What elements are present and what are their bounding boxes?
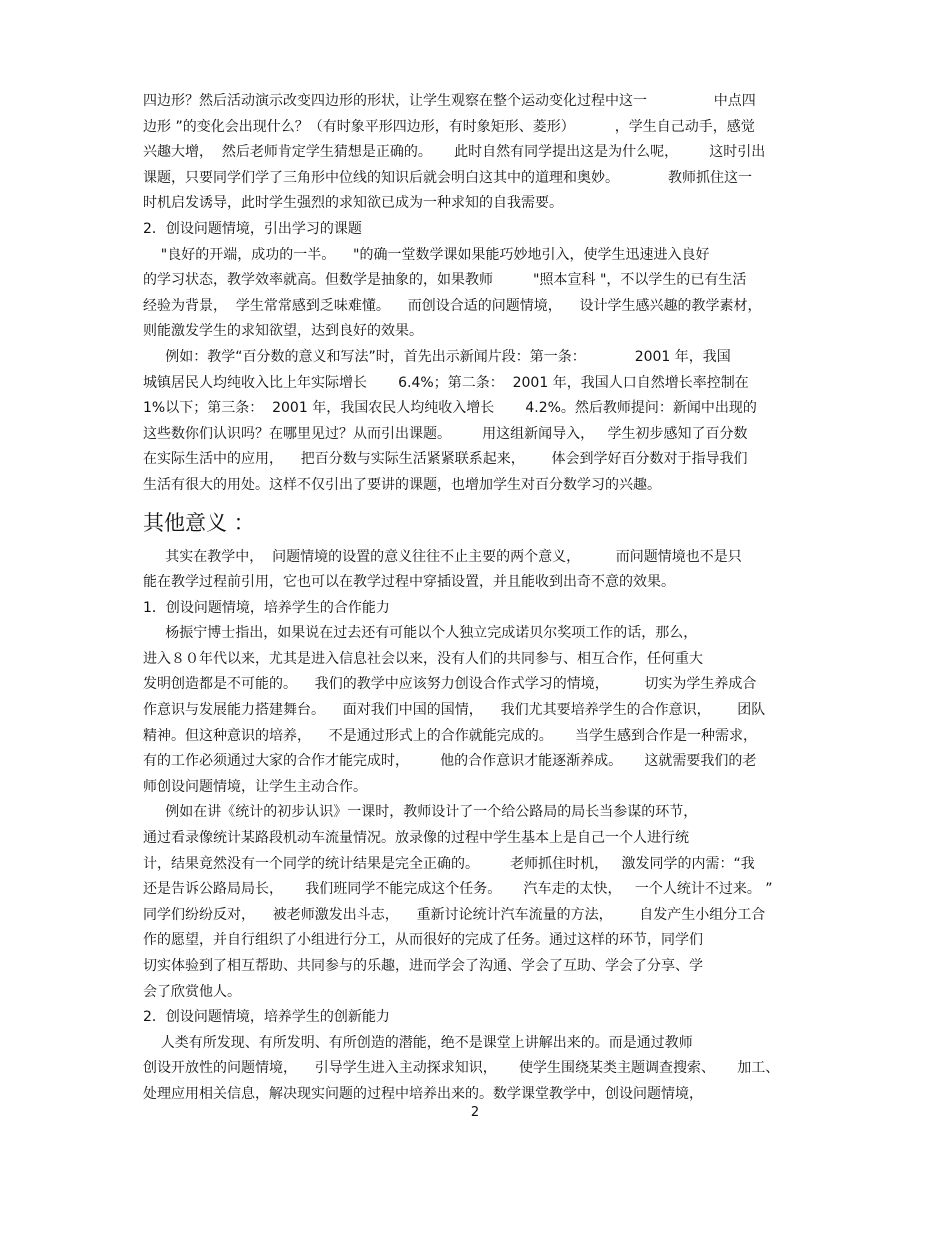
paragraph-block-intro [143, 89, 811, 217]
text-line: 会了欣赏他人。 [143, 983, 241, 1000]
text-line: 经验为背景， 学生常常感到乏味难懂。 而创设合适的问题情境， 设计学生感兴趣的教学素材， [143, 297, 762, 314]
text-line: 精神。但这种意识的培养， 不是通过形式上的合作就能完成的。 当学生感到合作是一种需求， [143, 727, 758, 744]
text-line: 边形 ”的变化会出现什么？（有时象平形四边形，有时象矩形、菱形） ，学生自己动手，感觉 [143, 118, 755, 135]
page-body [143, 89, 811, 1108]
text-line: 例如在讲《统计的初步认识》一课时，教师设计了一个给公路局的局长当参谋的环节， [143, 804, 698, 821]
text-line: 生活有很大的用处。这样不仅引出了要讲的课题，也增加学生对百分数学习的兴趣。 [143, 476, 661, 493]
text-line: 作意识与发展能力搭建舞台。 面对我们中国的国情， 我们尤其要培养学生的合作意识， 团队 [143, 702, 766, 719]
section-other-meanings [143, 545, 811, 1108]
text-line: 在实际生活中的应用， 把百分数与实际生活紧紧联系起来， 体会到学好百分数对于指导我们 [143, 451, 748, 468]
text-line: 例如：教学“百分数的意义和写法”时，首先出示新闻片段：第一条： 2001 年，我国 [143, 348, 731, 365]
text-line: 1．创设问题情境，培养学生的合作能力 [143, 599, 390, 616]
text-line: 2．创设问题情境，培养学生的创新能力 [143, 1009, 390, 1026]
text-line: 课题，只要同学们学了三角形中位线的知识后就会明白这其中的道理和奥妙。 教师抓住这一 [143, 169, 752, 186]
text-line: 创设开放性的问题情境， 引导学生进入主动探求知识， 使学生围绕某类主题调查搜索、 加工、 [143, 1060, 780, 1077]
text-line: 作的愿望，并自行组织了小组进行分工，从而很好的完成了任务。通过这样的环节，同学们 [143, 932, 703, 949]
text-line: 杨振宁博士指出，如果说在过去还有可能以个人独立完成诺贝尔奖项工作的话，那么， [143, 625, 698, 642]
text-line: 进入８０年代以来，尤其是进入信息社会以来，没有人们的共同参与、相互合作，任何重大 [143, 650, 703, 667]
text-line: 切实体验到了相互帮助、共同参与的乐趣，进而学会了沟通、学会了互助、学会了分享、学 [143, 958, 703, 974]
text-line: 兴趣大增， 然后老师肯定学生猜想是正确的。 此时自然有同学提出这是为什么呢， 这时引出 [143, 144, 766, 161]
text-line: 同学们纷纷反对， 被老师激发出斗志， 重新讨论统计汽车流量的方法， 自发产生小组分工合 [143, 906, 766, 923]
text-line: 人类有所发现、有所发明、有所创造的潜能，绝不是课堂上讲解出来的。而是通过教师 [143, 1034, 693, 1051]
text-line: 2．创设问题情境，引出学习的课题 [143, 220, 362, 237]
section-problem-situation-introduce-topic [143, 217, 811, 499]
text-line: 其实在教学中， 问题情境的设置的意义往往不止主要的两个意义， 而问题情境也不是只 [143, 548, 742, 565]
text-line: 有的工作必须通过大家的合作才能完成时， 他的合作意识才能逐渐养成。 这就需要我们的老 [143, 753, 757, 770]
text-line: "良好的开端，成功的一半。 "的确一堂数学课如果能巧妙地引入，使学生迅速进入良好 [143, 246, 710, 263]
text-line: 发明创造都是不可能的。 我们的教学中应该努力创设合作式学习的情境， 切实为学生养成合 [143, 676, 757, 693]
text-line: 计，结果竟然没有一个同学的统计结果是完全正确的。 老师抓住时机， 激发同学的内需：“我 [143, 855, 755, 872]
text-line: 则能激发学生的求知欲望，达到良好的效果。 [143, 323, 423, 340]
text-line: 的学习状态，教学效率就高。但数学是抽象的，如果教师 "照本宣科 "，不以学生的已有生活 [143, 272, 747, 289]
text-line: 城镇居民人均纯收入比上年实际增长 6.4%；第二条： 2001 年，我国人口自然增长率控制在 [143, 374, 749, 391]
text-line: 师创设问题情境，让学生主动合作。 [143, 778, 367, 795]
text-line: 时机启发诱导，此时学生强烈的求知欲已成为一种求知的自我需要。 [143, 195, 563, 212]
section-heading: 其他意义 ： [143, 510, 255, 535]
text-line: 能在教学过程前引用，它也可以在教学过程中穿插设置，并且能收到出奇不意的效果。 [143, 574, 675, 591]
text-line: 通过看录像统计某路段机动车流量情况。放录像的过程中学生基本上是自己一个人进行统 [143, 830, 689, 847]
text-line: 四边形？然后活动演示改变四边形的形状，让学生观察在整个运动变化过程中这一 中点四 [143, 93, 756, 109]
text-line: 这些数你们认识吗？在哪里见过？从而引出课题。 用这组新闻导入， 学生初步感知了百分数 [143, 425, 748, 442]
text-line: 1%以下；第三条： 2001 年，我国农民人均纯收入增长 4.2%。然后教师提问：新闻中出现的 [143, 400, 757, 417]
text-line: 处理应用相关信息，解决现实问题的过程中培养出来的。数学课堂教学中，创设问题情境， [143, 1085, 703, 1102]
page-number: 2 [470, 1105, 480, 1120]
text-line: 还是告诉公路局局长， 我们班同学不能完成这个任务。 汽车走的太快， 一个人统计不过来。 ” [143, 881, 773, 898]
